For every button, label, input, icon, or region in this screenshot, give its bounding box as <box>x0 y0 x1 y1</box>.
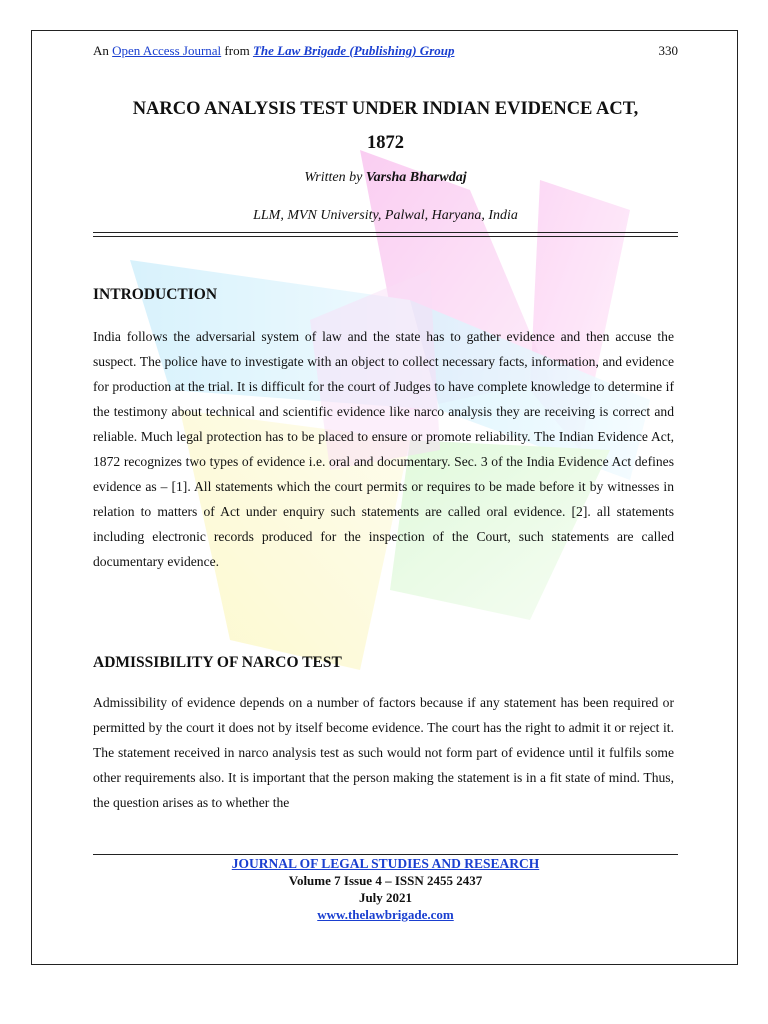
section-heading-introduction: INTRODUCTION <box>93 286 218 303</box>
written-by-label: Written by <box>304 170 363 185</box>
section-body-admissibility: Admissibility of evidence depends on a number of factors because if any statement has been required or permitted by the court it does not by itself become evidence. The court has the right to admit it or reject it. The statement received in narco analysis test as such would not form part of evidence until it fulfils some other requirements also. It is important that the person making the statement is in a fit state of mind. Thus, the question arises as to whether the <box>93 695 674 810</box>
footer-date: July 2021 <box>358 890 413 905</box>
publisher-link[interactable]: The Law Brigade (Publishing) Group <box>252 43 455 58</box>
author-name: Varsha Bharwdaj <box>365 170 467 185</box>
article-title <box>93 92 678 160</box>
section-heading-admissibility: ADMISSIBILITY OF NARCO TEST <box>93 654 342 671</box>
author-affiliation: LLM, MVN University, Palwal, Haryana, India <box>253 208 518 223</box>
title-line-1: NARCO ANALYSIS TEST UNDER INDIAN EVIDENCE ACT, <box>132 99 639 119</box>
byline <box>93 170 678 186</box>
section-body-introduction: India follows the adversarial system of law and the state has to gather evidence and then accuse the suspect. The police have to investigate with an object to collect necessary facts, information, and evidence for production at the trial. It is difficult for the court of Judges to have complete knowledge to determine if the testimony about technical and scientific evidence like narco analysis they are receiving is correct and reliable. Much legal protection has to be placed to ensure or promote reliability. The Indian Evidence Act, 1872 recognizes two types of evidence i.e. oral and documentary. Sec. 3 of the India Evidence Act defines evidence as – [1]. All statements which the court permits or requires to be made before it by witnesses in relation to matters of Act under enquiry such statements are called oral evidence. [2]. all statements including electronic records produced for the inspection of the Court, such statements are called documentary evidence. <box>93 329 674 569</box>
title-line-2: 1872 <box>367 133 404 153</box>
open-access-journal-link[interactable]: Open Access Journal <box>112 43 222 58</box>
footer-journal-link[interactable]: JOURNAL OF LEGAL STUDIES AND RESEARCH <box>231 856 540 871</box>
header-middle: from <box>224 43 250 58</box>
footer-volume: Volume 7 Issue 4 – ISSN 2455 2437 <box>288 873 483 888</box>
header-prefix: An <box>93 43 109 58</box>
footer-website-link[interactable]: www.thelawbrigade.com <box>317 907 454 922</box>
title-divider <box>93 232 678 237</box>
page-number: 330 <box>658 43 678 58</box>
page-footer <box>93 855 678 923</box>
